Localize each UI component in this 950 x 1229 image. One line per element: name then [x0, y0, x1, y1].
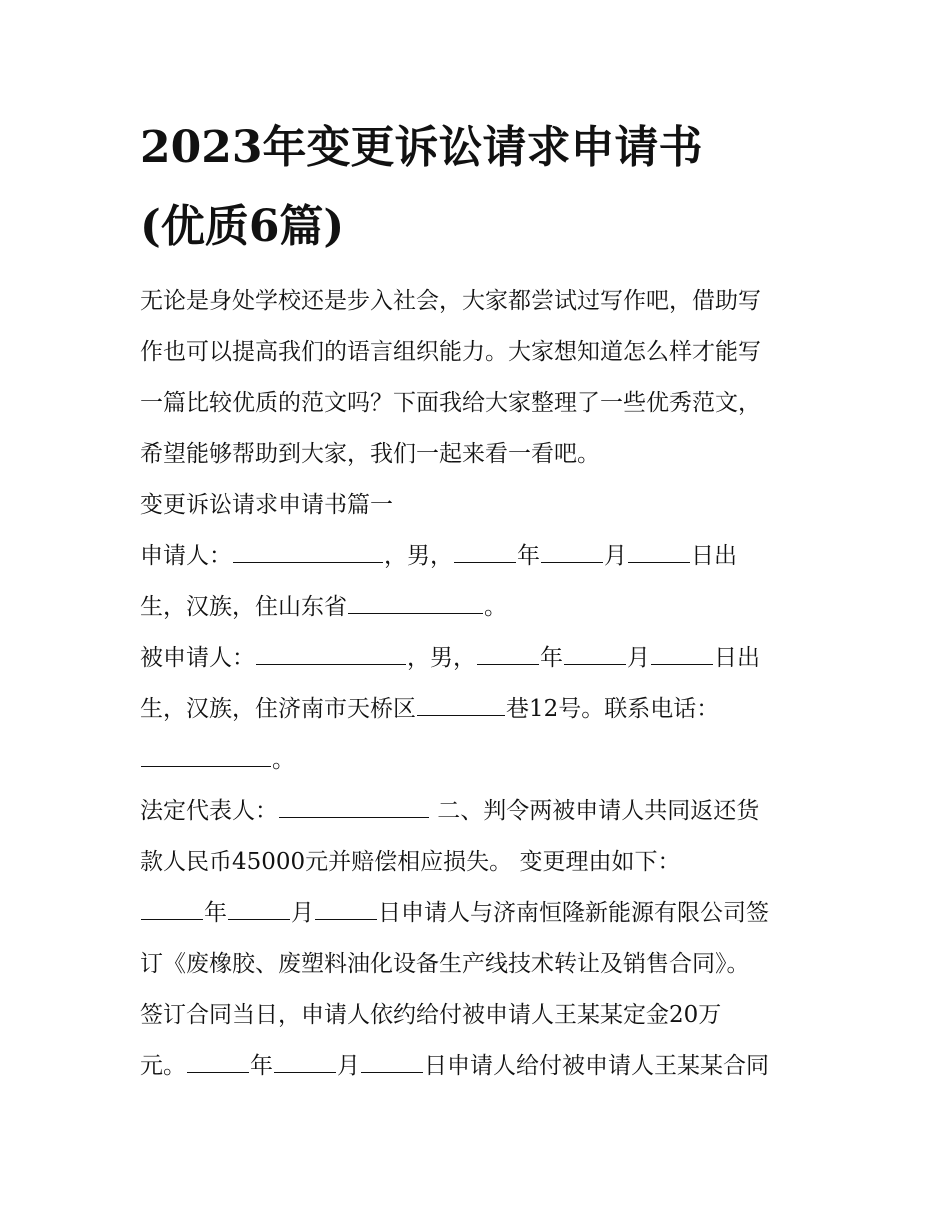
intro-line-2: 作也可以提高我们的语言组织能力。大家想知道怎么样才能写: [140, 339, 761, 365]
body-line-4: 签订合同当日，申请人依约给付被申请人王某某定金20万: [140, 1002, 722, 1028]
respondent-line-2: [140, 693, 719, 725]
applicant-birth-label: 日出: [691, 543, 737, 569]
document-title-line-1: 2023年变更诉讼请求申请书: [140, 122, 703, 173]
legal-rep-tail: 二、判令两被申请人共同返还货: [430, 798, 760, 824]
contract-month-label: 月: [291, 900, 314, 926]
section-heading: 变更诉讼请求申请书篇一: [140, 492, 393, 518]
payment-year-label: 年: [250, 1053, 273, 1079]
payment-year-blank: [187, 1050, 249, 1073]
payment-month-blank: [274, 1050, 336, 1073]
legal-rep-line: [140, 795, 759, 827]
applicant-address-blank: [348, 591, 483, 614]
applicant-label: 申请人：: [140, 543, 232, 569]
applicant-day-blank: [628, 540, 690, 563]
body-line-2: [140, 897, 769, 929]
respondent-label: 被申请人：: [140, 645, 255, 671]
respondent-year-label: 年: [540, 645, 563, 671]
respondent-month-label: 月: [627, 645, 650, 671]
body-line-3: 订《废橡胶、废塑料油化设备生产线技术转让及销售合同》。: [140, 951, 750, 977]
intro-line-3: 一篇比较优质的范文吗？下面我给大家整理了一些优秀范文，: [140, 390, 761, 416]
legal-rep-blank: [279, 795, 429, 818]
body-line-1: 款人民币45000元并赔偿相应损失。 变更理由如下：: [140, 849, 681, 875]
respondent-line-1: [140, 642, 760, 674]
contract-year-label: 年: [204, 900, 227, 926]
intro-line-4: 希望能够帮助到大家，我们一起来看一看吧。: [140, 441, 600, 467]
respondent-name-blank: [256, 642, 406, 665]
applicant-line-end: 。: [484, 594, 507, 620]
payment-month-label: 月: [337, 1053, 360, 1079]
applicant-year-blank: [454, 540, 516, 563]
payment-line-tail: 日申请人给付被申请人王某某合同: [424, 1053, 769, 1079]
applicant-line-2: [140, 591, 507, 623]
contract-line-tail: 日申请人与济南恒隆新能源有限公司签: [378, 900, 769, 926]
contract-day-blank: [315, 897, 377, 920]
respondent-street-blank: [417, 693, 505, 716]
respondent-gender: ，男，: [407, 645, 476, 671]
respondent-phone-blank: [141, 744, 271, 767]
payment-line-start: 元。: [140, 1053, 186, 1079]
applicant-month-blank: [541, 540, 603, 563]
document-title-line-2: (优质6篇): [140, 201, 345, 252]
applicant-year-label: 年: [517, 543, 540, 569]
respondent-year-blank: [477, 642, 539, 665]
contract-year-blank: [141, 897, 203, 920]
respondent-phone-label: 巷12号。联系电话：: [506, 696, 720, 722]
respondent-address-label: 生，汉族，住济南市天桥区: [140, 696, 416, 722]
legal-rep-label: 法定代表人：: [140, 798, 278, 824]
applicant-address-label: 生，汉族，住山东省: [140, 594, 347, 620]
payment-day-blank: [361, 1050, 423, 1073]
intro-line-1: 无论是身处学校还是步入社会，大家都尝试过写作吧，借助写: [140, 288, 761, 314]
applicant-name-blank: [233, 540, 383, 563]
applicant-month-label: 月: [604, 543, 627, 569]
applicant-gender: ，男，: [384, 543, 453, 569]
respondent-day-blank: [651, 642, 713, 665]
respondent-line-end: 。: [272, 747, 295, 773]
respondent-line-3: [140, 744, 295, 776]
contract-month-blank: [228, 897, 290, 920]
body-line-5: [140, 1050, 769, 1082]
applicant-line-1: [140, 540, 737, 572]
respondent-month-blank: [564, 642, 626, 665]
respondent-birth-label: 日出: [714, 645, 760, 671]
